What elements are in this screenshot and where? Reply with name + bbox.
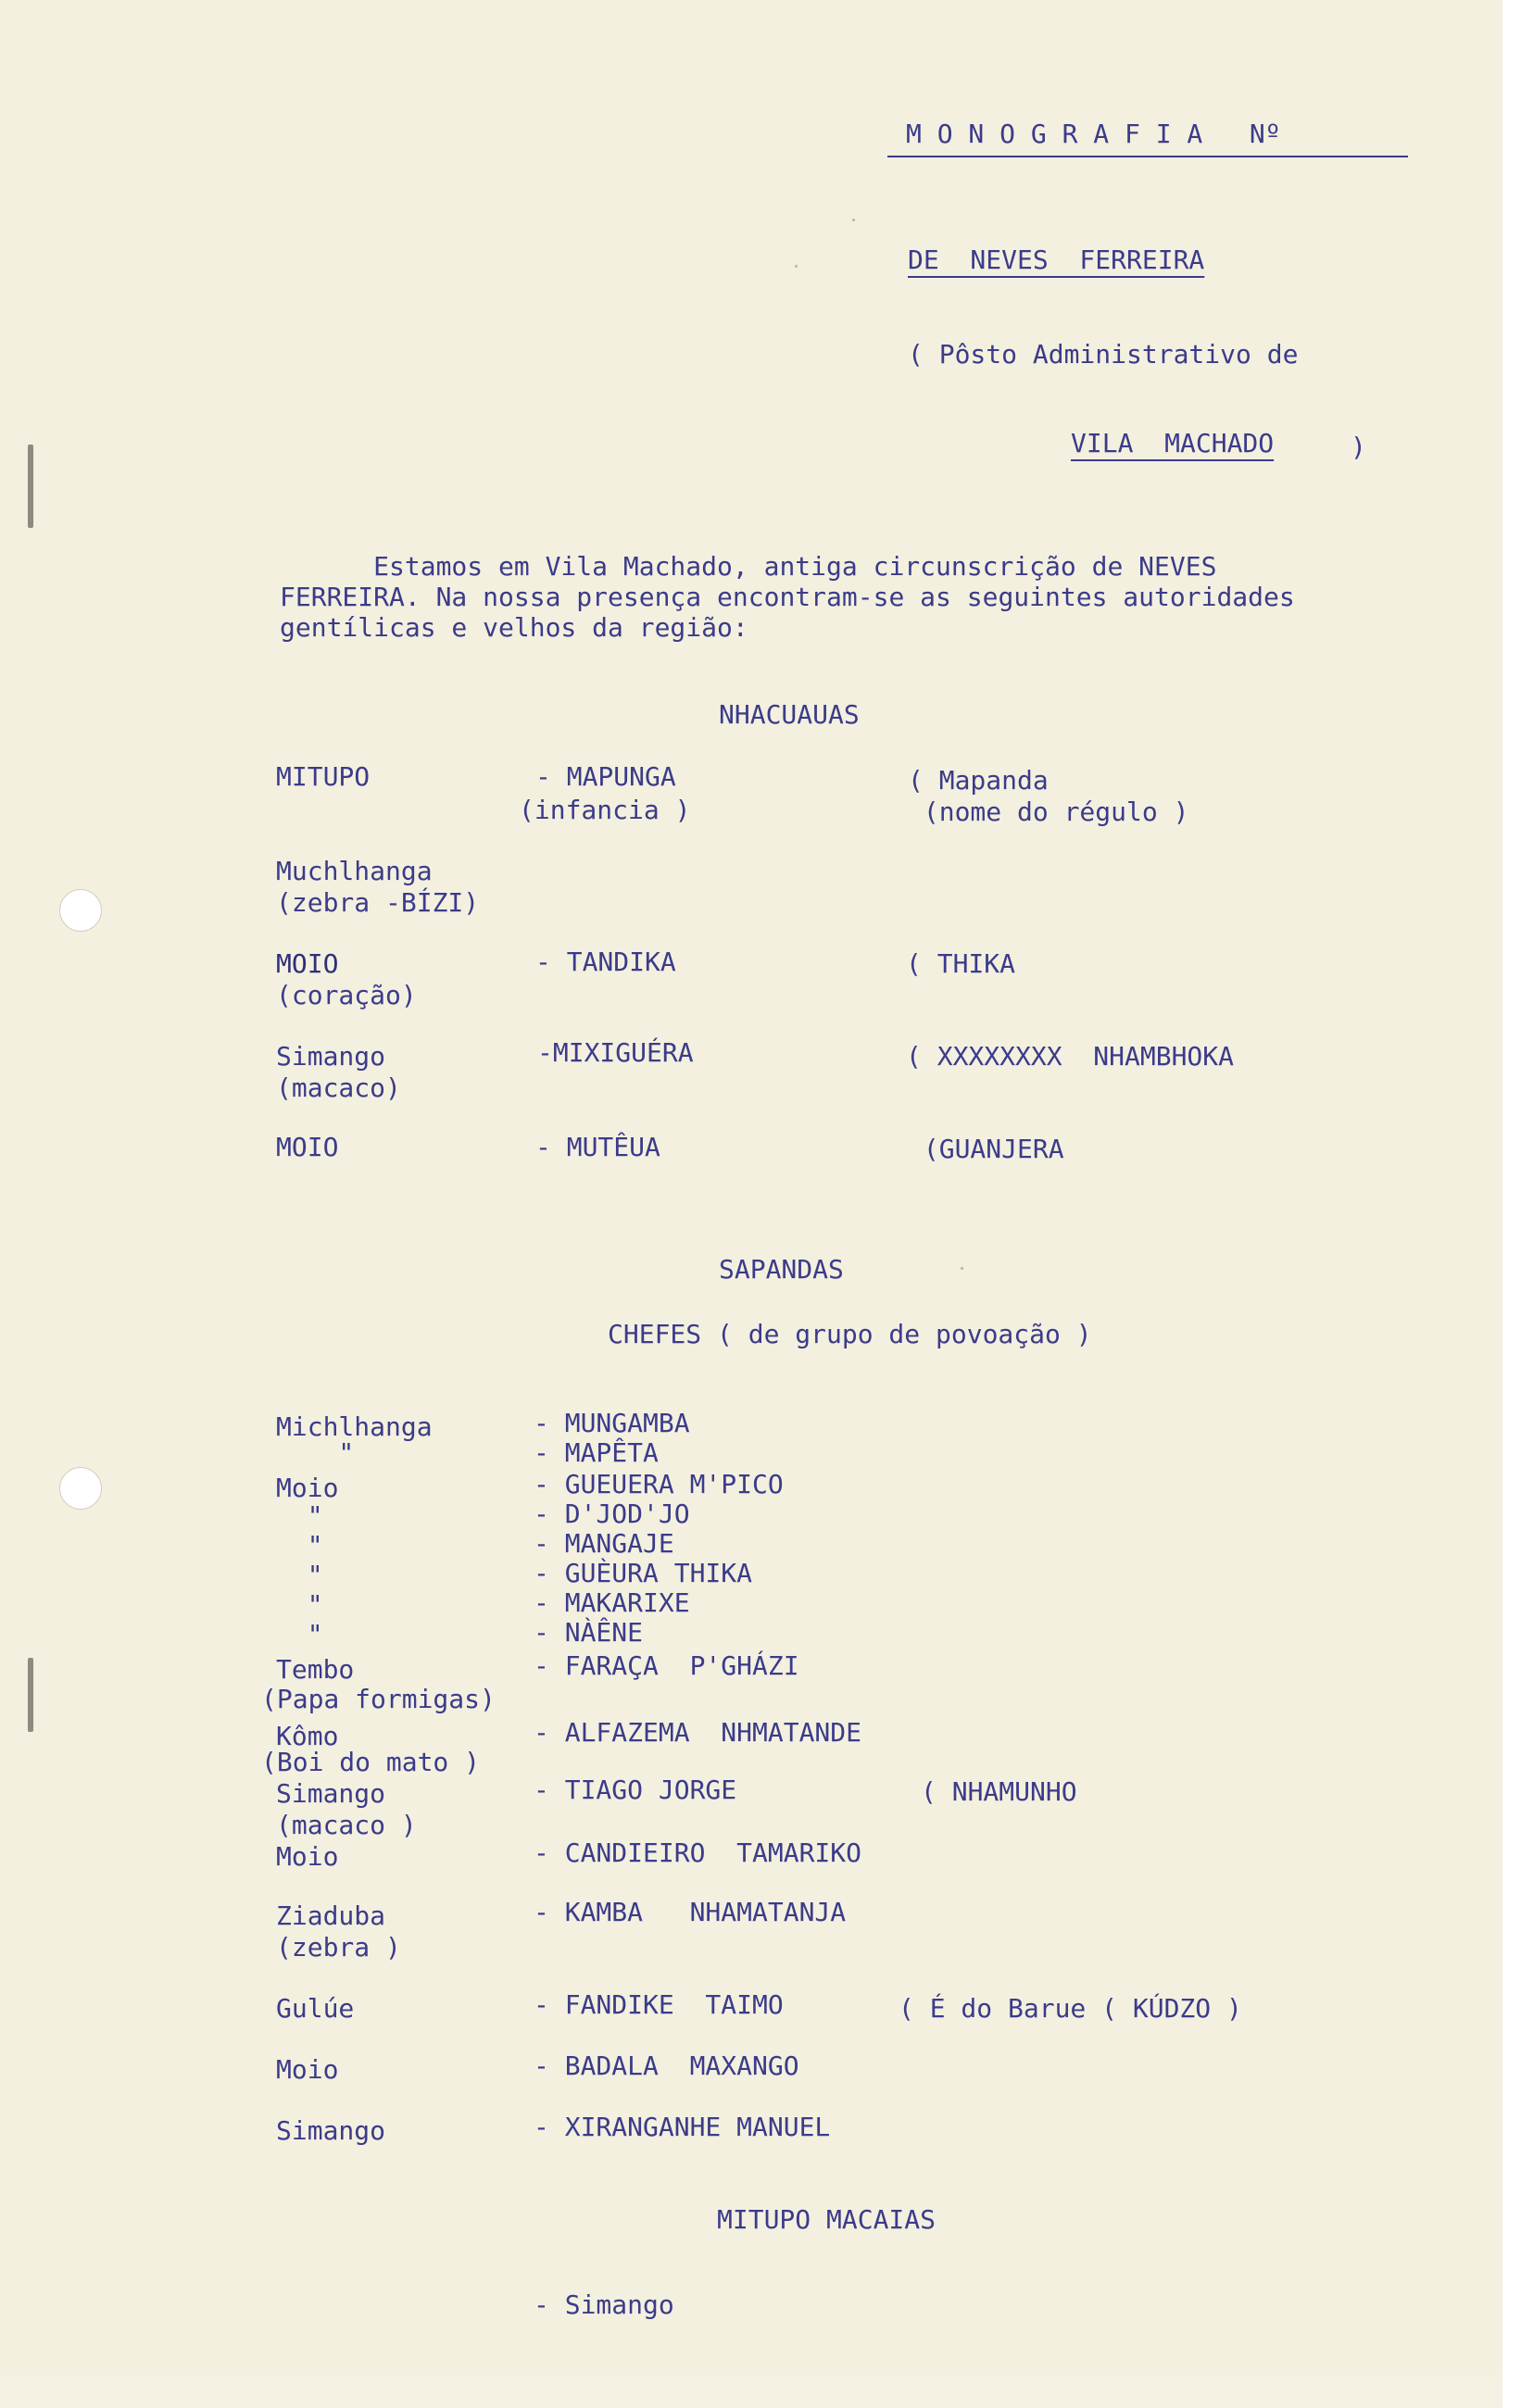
clan-name: MOIO [276, 948, 339, 979]
chief-name: - GUÈURA THIKA [534, 1558, 753, 1588]
clan-name: Moio [276, 1473, 339, 1503]
paper-speck [795, 265, 798, 268]
chief-name: - NÀÊNE [534, 1617, 644, 1648]
chief-name: - MAKARIXE [534, 1587, 690, 1618]
chief-name: - MAPUNGA [535, 761, 676, 792]
clan-name: MITUPO [276, 761, 371, 792]
chief-note: ( NHAMUNHO [921, 1776, 1077, 1807]
clan-name: Tembo [276, 1654, 355, 1685]
title-name: ( Mapanda [908, 765, 1049, 796]
paper-speck [852, 219, 855, 221]
clan-name: MOIO [276, 1132, 339, 1162]
chief-name: -MIXIGUÉRA [537, 1037, 694, 1068]
punch-hole [59, 889, 102, 932]
clan-name: Simango [276, 1778, 386, 1809]
chief-name: - ALFAZEMA NHMATANDE [534, 1717, 862, 1748]
clan-name: Moio [276, 1841, 339, 1872]
chief-name: - KAMBA NHAMATANJA [534, 1897, 847, 1927]
clan-note: (zebra ) [276, 1932, 401, 1963]
title-note: (nome do régulo ) [908, 796, 1189, 827]
clan-name: Moio [276, 2054, 339, 2085]
paper-speck [961, 1267, 963, 1270]
scan-edge [1502, 0, 1521, 2408]
chief-name: - FANDIKE TAIMO [534, 1989, 784, 2020]
ditto-mark: " [276, 1589, 323, 1620]
section-heading-nhacuauas: NHACUAUAS [719, 699, 860, 730]
chief-name: - MAPÊTA [534, 1437, 659, 1468]
chief-name: - GUEUERA M'PICO [534, 1469, 784, 1499]
staple-mark [28, 1658, 33, 1732]
chief-name: - TIAGO JORGE [534, 1775, 737, 1805]
intro-line-2: FERREIRA. Na nossa presença encontram-se as seguintes autoridades [280, 582, 1295, 612]
clan-note: (macaco ) [276, 1810, 417, 1840]
clan-note: (Papa formigas) [261, 1684, 496, 1714]
ditto-mark: " [276, 1619, 323, 1649]
monografia-title: M O N O G R A F I A Nº [906, 119, 1281, 149]
title-name: (GUANJERA [908, 1134, 1064, 1164]
clan-note: (Boi do mato ) [261, 1747, 481, 1777]
chief-name: - FARAÇA P'GHÁZI [534, 1650, 799, 1681]
intro-line-3: gentílicas e velhos da região: [280, 612, 748, 643]
chief-name: - MANGAJE [534, 1528, 674, 1559]
chief-note: (infancia ) [519, 795, 691, 825]
chief-name: - BADALA MAXANGO [534, 2051, 799, 2081]
posto-place: VILA MACHADO [1071, 428, 1275, 458]
district-title: DE NEVES FERREIRA [908, 245, 1205, 275]
ditto-mark: " [276, 1500, 323, 1531]
ditto-mark: " [276, 1530, 323, 1561]
mitupo-macaias-entry: - Simango [534, 2289, 674, 2320]
section-subheading-chefes: CHEFES ( de grupo de povoação ) [608, 1319, 1092, 1349]
chief-name: - XIRANGANHE MANUEL [534, 2112, 831, 2142]
clan-name: Ziaduba [276, 1900, 386, 1931]
ditto-mark: " [276, 1437, 355, 1468]
clan-name: Simango [276, 1041, 386, 1072]
clan-name: Simango [276, 2115, 386, 2146]
punch-hole [59, 1467, 102, 1510]
clan-note: (macaco) [276, 1072, 401, 1103]
clan-name: Kômo [276, 1721, 339, 1751]
chief-note: ( É do Barue ( KÚDZO ) [899, 1993, 1242, 2024]
section-heading-sapandas: SAPANDAS [719, 1254, 844, 1285]
section-heading-mitupo-macaias: MITUPO MACAIAS [717, 2204, 936, 2235]
chief-name: - TANDIKA [535, 947, 676, 977]
staple-mark [28, 445, 33, 528]
ditto-mark: " [276, 1560, 323, 1590]
chief-name: - MUTÊUA [535, 1132, 660, 1162]
chief-name: - CANDIEIRO TAMARIKO [534, 1837, 862, 1868]
clan-name: Michlhanga [276, 1411, 433, 1442]
title-name: ( XXXXXXXX NHAMBHOKA [906, 1041, 1235, 1072]
chief-name: - MUNGAMBA [534, 1408, 690, 1438]
clan-name: Muchlhanga [276, 856, 433, 886]
clan-note: (zebra -BÍZI) [276, 887, 480, 918]
title-name: ( THIKA [906, 948, 1016, 979]
posto-close: ) [1351, 432, 1366, 462]
clan-note: (coração) [276, 980, 417, 1010]
title-underline [887, 156, 1408, 157]
clan-name: Gulúe [276, 1993, 355, 2024]
chief-name: - D'JOD'JO [534, 1499, 690, 1529]
posto-line: ( Pôsto Administrativo de [908, 339, 1299, 370]
intro-line-1: Estamos em Vila Machado, antiga circunscrição de NEVES [280, 551, 1217, 582]
